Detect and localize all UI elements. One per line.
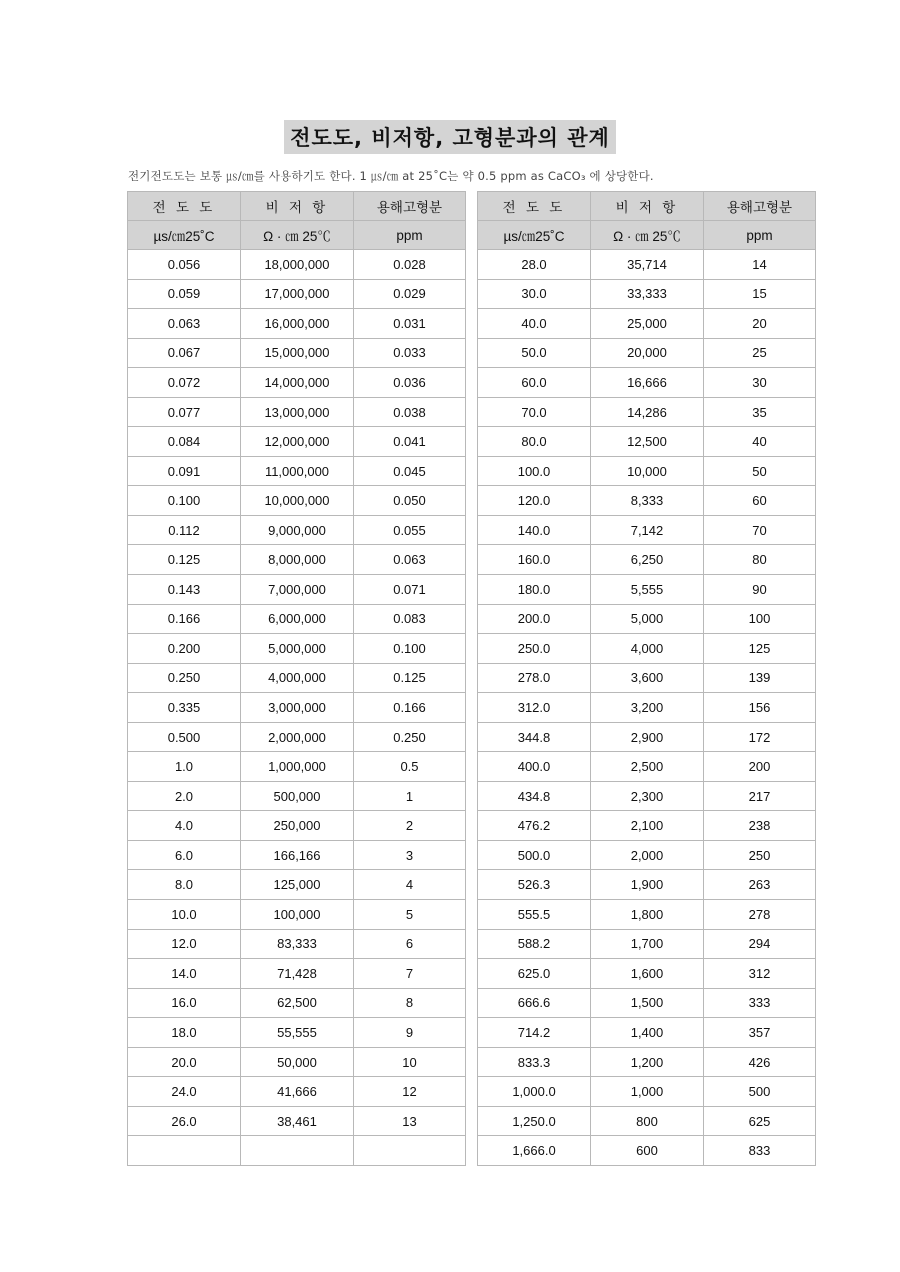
cell-resistivity: 3,600 — [591, 663, 704, 693]
cell-dissolved-solids: 0.036 — [354, 368, 466, 398]
cell-dissolved-solids: 312 — [704, 959, 816, 989]
cell-conductivity: 0.112 — [128, 515, 241, 545]
cell-conductivity: 0.059 — [128, 279, 241, 309]
cell-conductivity: 70.0 — [478, 397, 591, 427]
cell-dissolved-solids: 14 — [704, 250, 816, 280]
cell-conductivity: 0.084 — [128, 427, 241, 457]
cell-resistivity: 250,000 — [241, 811, 354, 841]
cell-conductivity: 434.8 — [478, 781, 591, 811]
table-row — [478, 1077, 816, 1107]
cell-dissolved-solids: 40 — [704, 427, 816, 457]
cell-conductivity: 0.056 — [128, 250, 241, 280]
cell-conductivity: 14.0 — [128, 959, 241, 989]
cell-resistivity: 14,286 — [591, 397, 704, 427]
cell-conductivity: 666.6 — [478, 988, 591, 1018]
cell-resistivity: 3,000,000 — [241, 693, 354, 723]
table-row — [478, 250, 816, 280]
cell-resistivity: 12,000,000 — [241, 427, 354, 457]
table-row — [478, 427, 816, 457]
cell-conductivity: 0.250 — [128, 663, 241, 693]
cell-dissolved-solids: 0.028 — [354, 250, 466, 280]
header-dissolved-solids-unit: ppm — [354, 221, 466, 250]
header-resistivity-unit: Ω · ㎝ 25℃ — [591, 221, 704, 250]
cell-resistivity: 1,800 — [591, 900, 704, 930]
cell-dissolved-solids: 0.063 — [354, 545, 466, 575]
cell-resistivity: 9,000,000 — [241, 515, 354, 545]
cell-resistivity: 4,000 — [591, 634, 704, 664]
cell-conductivity: 312.0 — [478, 693, 591, 723]
cell-resistivity: 6,250 — [591, 545, 704, 575]
cell-resistivity: 16,666 — [591, 368, 704, 398]
table-row — [128, 959, 466, 989]
cell-resistivity — [241, 1136, 354, 1166]
cell-conductivity: 80.0 — [478, 427, 591, 457]
table-row — [478, 663, 816, 693]
cell-conductivity: 500.0 — [478, 840, 591, 870]
cell-dissolved-solids: 250 — [704, 840, 816, 870]
cell-resistivity: 1,700 — [591, 929, 704, 959]
cell-conductivity: 0.091 — [128, 456, 241, 486]
cell-resistivity: 20,000 — [591, 338, 704, 368]
cell-conductivity: 50.0 — [478, 338, 591, 368]
table-row — [478, 634, 816, 664]
cell-conductivity: 60.0 — [478, 368, 591, 398]
header-resistivity: 비 저 항 — [241, 192, 354, 221]
cell-dissolved-solids: 278 — [704, 900, 816, 930]
cell-resistivity: 2,300 — [591, 781, 704, 811]
cell-dissolved-solids: 0.166 — [354, 693, 466, 723]
table-row — [128, 338, 466, 368]
cell-conductivity: 4.0 — [128, 811, 241, 841]
cell-resistivity: 1,400 — [591, 1018, 704, 1048]
cell-conductivity: 24.0 — [128, 1077, 241, 1107]
cell-resistivity: 25,000 — [591, 309, 704, 339]
table-row — [478, 929, 816, 959]
table-row — [128, 604, 466, 634]
cell-resistivity: 125,000 — [241, 870, 354, 900]
table-row — [128, 515, 466, 545]
tables-container — [127, 191, 815, 1163]
cell-resistivity: 17,000,000 — [241, 279, 354, 309]
cell-conductivity: 6.0 — [128, 840, 241, 870]
cell-dissolved-solids: 238 — [704, 811, 816, 841]
cell-conductivity: 0.063 — [128, 309, 241, 339]
cell-resistivity: 62,500 — [241, 988, 354, 1018]
cell-dissolved-solids: 0.029 — [354, 279, 466, 309]
cell-conductivity: 250.0 — [478, 634, 591, 664]
table-row — [478, 1047, 816, 1077]
cell-resistivity: 2,000 — [591, 840, 704, 870]
cell-resistivity: 11,000,000 — [241, 456, 354, 486]
table-row — [128, 900, 466, 930]
cell-resistivity: 500,000 — [241, 781, 354, 811]
cell-dissolved-solids: 8 — [354, 988, 466, 1018]
cell-conductivity: 1.0 — [128, 752, 241, 782]
cell-dissolved-solids: 156 — [704, 693, 816, 723]
cell-dissolved-solids: 0.055 — [354, 515, 466, 545]
cell-resistivity: 10,000 — [591, 456, 704, 486]
cell-dissolved-solids: 4 — [354, 870, 466, 900]
table-row — [478, 515, 816, 545]
cell-dissolved-solids: 1 — [354, 781, 466, 811]
table-row — [478, 781, 816, 811]
table-row — [478, 1018, 816, 1048]
cell-resistivity: 5,000 — [591, 604, 704, 634]
cell-dissolved-solids: 0.5 — [354, 752, 466, 782]
cell-dissolved-solids: 70 — [704, 515, 816, 545]
table-row — [478, 397, 816, 427]
cell-resistivity: 5,555 — [591, 575, 704, 605]
cell-conductivity: 1,250.0 — [478, 1106, 591, 1136]
table-row — [128, 1047, 466, 1077]
table-row — [128, 811, 466, 841]
cell-conductivity: 1,000.0 — [478, 1077, 591, 1107]
cell-resistivity: 7,142 — [591, 515, 704, 545]
cell-resistivity: 8,333 — [591, 486, 704, 516]
cell-conductivity — [128, 1136, 241, 1166]
table-row — [478, 988, 816, 1018]
table-row — [128, 279, 466, 309]
header-dissolved-solids: 용해고형분 — [354, 192, 466, 221]
table-row — [478, 870, 816, 900]
cell-conductivity: 10.0 — [128, 900, 241, 930]
cell-resistivity: 10,000,000 — [241, 486, 354, 516]
cell-dissolved-solids: 35 — [704, 397, 816, 427]
table-row — [478, 811, 816, 841]
table-row — [478, 1136, 816, 1166]
cell-dissolved-solids: 5 — [354, 900, 466, 930]
cell-dissolved-solids: 139 — [704, 663, 816, 693]
cell-dissolved-solids: 3 — [354, 840, 466, 870]
cell-conductivity: 200.0 — [478, 604, 591, 634]
cell-resistivity: 2,100 — [591, 811, 704, 841]
cell-dissolved-solids: 357 — [704, 1018, 816, 1048]
cell-conductivity: 588.2 — [478, 929, 591, 959]
cell-conductivity: 1,666.0 — [478, 1136, 591, 1166]
cell-conductivity: 526.3 — [478, 870, 591, 900]
header-resistivity: 비 저 항 — [591, 192, 704, 221]
cell-dissolved-solids: 0.031 — [354, 309, 466, 339]
cell-conductivity: 140.0 — [478, 515, 591, 545]
cell-dissolved-solids: 125 — [704, 634, 816, 664]
cell-dissolved-solids: 15 — [704, 279, 816, 309]
cell-conductivity: 344.8 — [478, 722, 591, 752]
cell-dissolved-solids: 25 — [704, 338, 816, 368]
cell-dissolved-solids: 60 — [704, 486, 816, 516]
table-row — [478, 900, 816, 930]
cell-conductivity: 0.500 — [128, 722, 241, 752]
cell-conductivity: 0.067 — [128, 338, 241, 368]
cell-dissolved-solids: 0.033 — [354, 338, 466, 368]
cell-resistivity: 1,000,000 — [241, 752, 354, 782]
cell-conductivity: 16.0 — [128, 988, 241, 1018]
cell-dissolved-solids: 0.041 — [354, 427, 466, 457]
cell-resistivity: 50,000 — [241, 1047, 354, 1077]
cell-resistivity: 2,500 — [591, 752, 704, 782]
cell-conductivity: 26.0 — [128, 1106, 241, 1136]
cell-conductivity: 625.0 — [478, 959, 591, 989]
header-conductivity: 전 도 도 — [478, 192, 591, 221]
table-row — [128, 988, 466, 1018]
cell-conductivity: 0.100 — [128, 486, 241, 516]
cell-dissolved-solids: 294 — [704, 929, 816, 959]
cell-resistivity: 33,333 — [591, 279, 704, 309]
table-row — [478, 1106, 816, 1136]
cell-dissolved-solids: 6 — [354, 929, 466, 959]
cell-resistivity: 1,900 — [591, 870, 704, 900]
cell-resistivity: 166,166 — [241, 840, 354, 870]
cell-resistivity: 71,428 — [241, 959, 354, 989]
cell-dissolved-solids: 0.100 — [354, 634, 466, 664]
cell-conductivity: 0.200 — [128, 634, 241, 664]
cell-dissolved-solids: 13 — [354, 1106, 466, 1136]
cell-dissolved-solids: 0.083 — [354, 604, 466, 634]
cell-conductivity: 30.0 — [478, 279, 591, 309]
cell-resistivity: 83,333 — [241, 929, 354, 959]
cell-dissolved-solids: 217 — [704, 781, 816, 811]
table-row — [128, 545, 466, 575]
table-row — [478, 752, 816, 782]
table-row — [128, 427, 466, 457]
table-row — [128, 1018, 466, 1048]
cell-resistivity: 38,461 — [241, 1106, 354, 1136]
cell-resistivity: 600 — [591, 1136, 704, 1166]
table-row — [128, 663, 466, 693]
table-row — [478, 338, 816, 368]
table-row — [478, 840, 816, 870]
cell-conductivity: 0.166 — [128, 604, 241, 634]
cell-resistivity: 8,000,000 — [241, 545, 354, 575]
header-row-units — [128, 221, 466, 250]
cell-dissolved-solids: 10 — [354, 1047, 466, 1077]
cell-conductivity: 2.0 — [128, 781, 241, 811]
cell-conductivity: 20.0 — [128, 1047, 241, 1077]
cell-resistivity: 41,666 — [241, 1077, 354, 1107]
cell-dissolved-solids: 80 — [704, 545, 816, 575]
cell-conductivity: 40.0 — [478, 309, 591, 339]
cell-dissolved-solids: 100 — [704, 604, 816, 634]
table-row — [128, 250, 466, 280]
cell-resistivity: 12,500 — [591, 427, 704, 457]
table-row — [478, 693, 816, 723]
cell-conductivity: 100.0 — [478, 456, 591, 486]
cell-resistivity: 35,714 — [591, 250, 704, 280]
table-row — [128, 634, 466, 664]
cell-dissolved-solids: 263 — [704, 870, 816, 900]
cell-resistivity: 1,200 — [591, 1047, 704, 1077]
table-row — [128, 309, 466, 339]
cell-conductivity: 12.0 — [128, 929, 241, 959]
cell-resistivity: 55,555 — [241, 1018, 354, 1048]
right-table — [477, 191, 816, 1166]
cell-dissolved-solids: 30 — [704, 368, 816, 398]
table-row — [128, 929, 466, 959]
cell-dissolved-solids: 833 — [704, 1136, 816, 1166]
table-row — [128, 486, 466, 516]
cell-resistivity: 800 — [591, 1106, 704, 1136]
cell-conductivity: 833.3 — [478, 1047, 591, 1077]
table-row — [478, 722, 816, 752]
cell-dissolved-solids: 0.050 — [354, 486, 466, 516]
cell-conductivity: 0.077 — [128, 397, 241, 427]
cell-conductivity: 160.0 — [478, 545, 591, 575]
page-title-text: 전도도, 비저항, 고형분과의 관계 — [284, 120, 616, 154]
table-row — [478, 486, 816, 516]
cell-resistivity: 1,600 — [591, 959, 704, 989]
cell-conductivity: 714.2 — [478, 1018, 591, 1048]
cell-conductivity: 28.0 — [478, 250, 591, 280]
table-row — [478, 309, 816, 339]
cell-dissolved-solids: 0.071 — [354, 575, 466, 605]
cell-resistivity: 2,000,000 — [241, 722, 354, 752]
header-conductivity: 전 도 도 — [128, 192, 241, 221]
cell-resistivity: 1,500 — [591, 988, 704, 1018]
cell-dissolved-solids: 0.038 — [354, 397, 466, 427]
cell-conductivity: 278.0 — [478, 663, 591, 693]
cell-resistivity: 15,000,000 — [241, 338, 354, 368]
table-row — [128, 693, 466, 723]
cell-resistivity: 7,000,000 — [241, 575, 354, 605]
header-row-labels — [128, 192, 466, 221]
cell-conductivity: 18.0 — [128, 1018, 241, 1048]
cell-conductivity: 8.0 — [128, 870, 241, 900]
cell-resistivity: 14,000,000 — [241, 368, 354, 398]
page-title — [0, 120, 900, 154]
conversion-note: 전기전도도는 보통 ㎲/㎝를 사용하기도 한다. 1 ㎲/㎝ at 25˚C는 약 0.5 ppm as CaCO₃ 에 상당한다. — [128, 169, 654, 183]
cell-resistivity: 16,000,000 — [241, 309, 354, 339]
cell-dissolved-solids: 0.125 — [354, 663, 466, 693]
cell-resistivity: 13,000,000 — [241, 397, 354, 427]
cell-dissolved-solids: 9 — [354, 1018, 466, 1048]
cell-dissolved-solids: 500 — [704, 1077, 816, 1107]
table-row — [478, 604, 816, 634]
header-row-labels — [478, 192, 816, 221]
table-row — [128, 1136, 466, 1166]
table-row — [128, 781, 466, 811]
cell-conductivity: 555.5 — [478, 900, 591, 930]
header-conductivity-unit: µs/㎝25˚C — [478, 221, 591, 250]
cell-dissolved-solids — [354, 1136, 466, 1166]
cell-conductivity: 476.2 — [478, 811, 591, 841]
table-row — [478, 368, 816, 398]
cell-resistivity: 4,000,000 — [241, 663, 354, 693]
table-row — [128, 722, 466, 752]
cell-dissolved-solids: 0.250 — [354, 722, 466, 752]
cell-dissolved-solids: 20 — [704, 309, 816, 339]
cell-dissolved-solids: 90 — [704, 575, 816, 605]
header-dissolved-solids: 용해고형분 — [704, 192, 816, 221]
table-row — [128, 1077, 466, 1107]
table-row — [128, 368, 466, 398]
cell-dissolved-solids: 172 — [704, 722, 816, 752]
cell-resistivity: 6,000,000 — [241, 604, 354, 634]
table-row — [128, 397, 466, 427]
table-row — [128, 870, 466, 900]
cell-conductivity: 180.0 — [478, 575, 591, 605]
table-row — [128, 575, 466, 605]
left-table — [127, 191, 466, 1166]
cell-dissolved-solids: 625 — [704, 1106, 816, 1136]
table-row — [478, 959, 816, 989]
cell-conductivity: 0.143 — [128, 575, 241, 605]
cell-resistivity: 3,200 — [591, 693, 704, 723]
header-conductivity-unit: µs/㎝25˚C — [128, 221, 241, 250]
table-row — [478, 456, 816, 486]
cell-dissolved-solids: 200 — [704, 752, 816, 782]
table-row — [128, 840, 466, 870]
cell-dissolved-solids: 50 — [704, 456, 816, 486]
cell-dissolved-solids: 426 — [704, 1047, 816, 1077]
cell-conductivity: 400.0 — [478, 752, 591, 782]
header-dissolved-solids-unit: ppm — [704, 221, 816, 250]
table-row — [478, 545, 816, 575]
cell-dissolved-solids: 7 — [354, 959, 466, 989]
cell-resistivity: 100,000 — [241, 900, 354, 930]
cell-resistivity: 18,000,000 — [241, 250, 354, 280]
header-row-units — [478, 221, 816, 250]
cell-conductivity: 0.072 — [128, 368, 241, 398]
cell-dissolved-solids: 0.045 — [354, 456, 466, 486]
cell-resistivity: 5,000,000 — [241, 634, 354, 664]
table-row — [128, 1106, 466, 1136]
cell-conductivity: 0.335 — [128, 693, 241, 723]
table-row — [478, 575, 816, 605]
table-row — [128, 752, 466, 782]
header-resistivity-unit: Ω · ㎝ 25℃ — [241, 221, 354, 250]
cell-dissolved-solids: 12 — [354, 1077, 466, 1107]
cell-conductivity: 0.125 — [128, 545, 241, 575]
cell-conductivity: 120.0 — [478, 486, 591, 516]
table-row — [128, 456, 466, 486]
cell-resistivity: 2,900 — [591, 722, 704, 752]
table-row — [478, 279, 816, 309]
cell-resistivity: 1,000 — [591, 1077, 704, 1107]
cell-dissolved-solids: 2 — [354, 811, 466, 841]
cell-dissolved-solids: 333 — [704, 988, 816, 1018]
